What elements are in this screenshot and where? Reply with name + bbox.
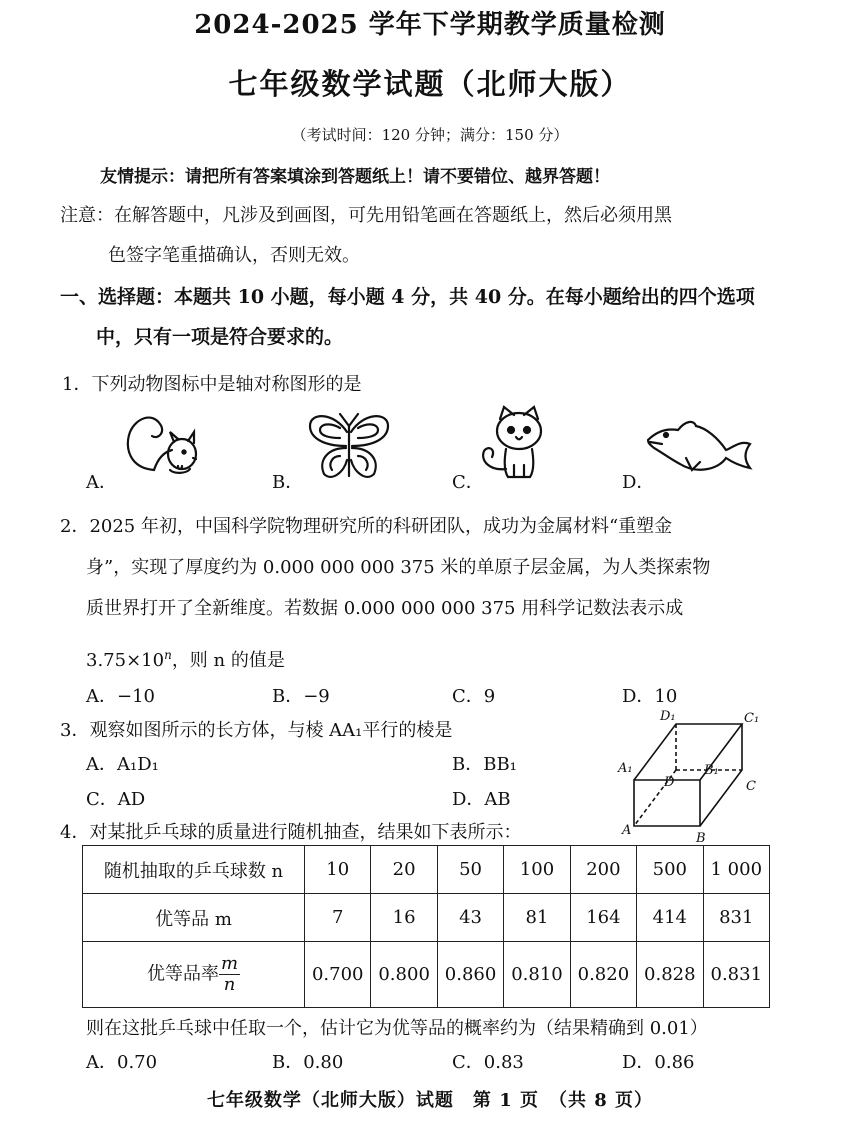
sample-table: [82, 845, 770, 1008]
table-cell: 81: [504, 894, 570, 942]
table-cell: 20: [371, 846, 437, 894]
table-cell: 164: [570, 894, 636, 942]
q1-stem: 1．下列动物图标中是轴对称图形的是: [62, 374, 362, 395]
q2-sci-exponent: n: [164, 648, 172, 662]
q3-option-d: D．AB: [452, 789, 511, 810]
label-c1: C₁: [744, 711, 760, 726]
q3-option-c: C．AD: [86, 789, 146, 810]
q3-stem: 3．观察如图所示的长方体，与棱 AA₁平行的棱是: [60, 720, 453, 741]
q4-question: 则在这批乒乓球中任取一个，估计它为优等品的概率约为（结果精确到 0.01）: [86, 1018, 708, 1039]
q2-line-2: 身”，实现了厚度约为 0.000 000 000 375 米的单原子层金属，为人类探索物: [86, 557, 711, 578]
table-cell: 0.810: [504, 942, 570, 1008]
table-cell: 0.800: [371, 942, 437, 1008]
rate-label-text: 优等品率: [146, 963, 219, 985]
q1-option-d: D．: [622, 472, 655, 493]
row-label-n: 随机抽取的乒乓球数 n: [83, 846, 305, 894]
q2-option-c: C．9: [452, 686, 496, 707]
q4-option-b: B．0.80: [272, 1052, 344, 1073]
squirrel-icon: [124, 410, 206, 478]
q1-option-b: B．: [272, 472, 304, 493]
dolphin-icon: [646, 418, 754, 480]
q1-option-a: A．: [86, 472, 117, 493]
table-cell: 0.820: [570, 942, 636, 1008]
table-cell: 43: [437, 894, 503, 942]
q2-line-1: 2．2025 年初，中国科学院物理研究所的科研团队，成功为金属材料“重塑金: [60, 516, 673, 537]
table-cell: 0.828: [637, 942, 703, 1008]
table-cell: 100: [504, 846, 570, 894]
fraction-numerator: m: [220, 953, 239, 975]
exam-subtitle: 七年级数学试题（北师大版）: [228, 67, 632, 101]
table-cell: 414: [637, 894, 703, 942]
note-line-1: 注意：在解答题中，凡涉及到画图，可先用铅笔画在答题纸上，然后必须用黑: [60, 205, 672, 226]
q2-option-d: D．10: [622, 686, 678, 707]
q2-line-4: [86, 646, 285, 672]
label-d1: D₁: [660, 709, 676, 724]
q3-option-a: A．A₁D₁: [86, 754, 159, 775]
label-a1: A₁: [618, 761, 633, 776]
label-a: A: [622, 823, 632, 838]
table-cell: 200: [570, 846, 636, 894]
section-heading-line-1: 一、选择题：本题共 10 小题，每小题 4 分，共 40 分。在每小题给出的四个选项: [60, 286, 755, 308]
table-cell: 0.860: [437, 942, 503, 1008]
table-row-rate: [83, 942, 770, 1008]
table-cell: 7: [305, 894, 371, 942]
table-cell: 0.700: [305, 942, 371, 1008]
table-cell: 1 000: [703, 846, 769, 894]
label-c: C: [746, 779, 756, 794]
table-row-m: [83, 894, 770, 942]
q3-option-b: B．BB₁: [452, 754, 517, 775]
table-cell: 831: [703, 894, 769, 942]
section-heading-line-2: 中，只有一项是符合要求的。: [96, 326, 344, 348]
label-b1: B₁: [704, 763, 719, 778]
q2-option-a: A．−10: [86, 686, 155, 707]
q4-option-d: D．0.86: [622, 1052, 695, 1073]
note-line-2: 色签字笔重描确认，否则无效。: [108, 245, 360, 266]
q2-sci-base: 3.75×10: [86, 650, 165, 671]
table-cell: 500: [637, 846, 703, 894]
table-cell: 50: [437, 846, 503, 894]
friendly-tip: 友情提示：请把所有答案填涂到答题纸上！请不要错位、越界答题！: [100, 167, 610, 187]
row-label-rate: [83, 942, 305, 1008]
butterfly-icon: [306, 410, 392, 486]
q2-line-4-tail: ，则 n 的值是: [171, 650, 285, 671]
exam-title: 2024-2025 学年下学期教学质量检测: [194, 10, 666, 40]
rate-fraction: [219, 954, 240, 995]
cat-icon: [476, 405, 560, 485]
table-cell: 10: [305, 846, 371, 894]
table-row-n: [83, 846, 770, 894]
table-cell: 16: [371, 894, 437, 942]
q4-option-a: A．0.70: [86, 1052, 158, 1073]
q2-option-b: B．−9: [272, 686, 330, 707]
q4-stem: 4．对某批乒乓球的质量进行随机抽查，结果如下表所示：: [60, 822, 522, 843]
fraction-denominator: n: [223, 974, 236, 995]
row-label-m: 优等品 m: [83, 894, 305, 942]
cuboid-figure: [614, 706, 774, 846]
page-footer: 七年级数学（北师大版）试题 第 1 页 （共 8 页）: [206, 1090, 654, 1111]
q1-option-c: C．: [452, 472, 484, 493]
label-d: D: [664, 775, 675, 790]
table-cell: 0.831: [703, 942, 769, 1008]
q4-option-c: C．0.83: [452, 1052, 524, 1073]
q2-line-3: 质世界打开了全新维度。若数据 0.000 000 000 375 用科学记数法表示成: [86, 598, 684, 619]
label-b: B: [696, 831, 706, 846]
exam-meta: （考试时间：120 分钟；满分：150 分）: [291, 126, 569, 144]
